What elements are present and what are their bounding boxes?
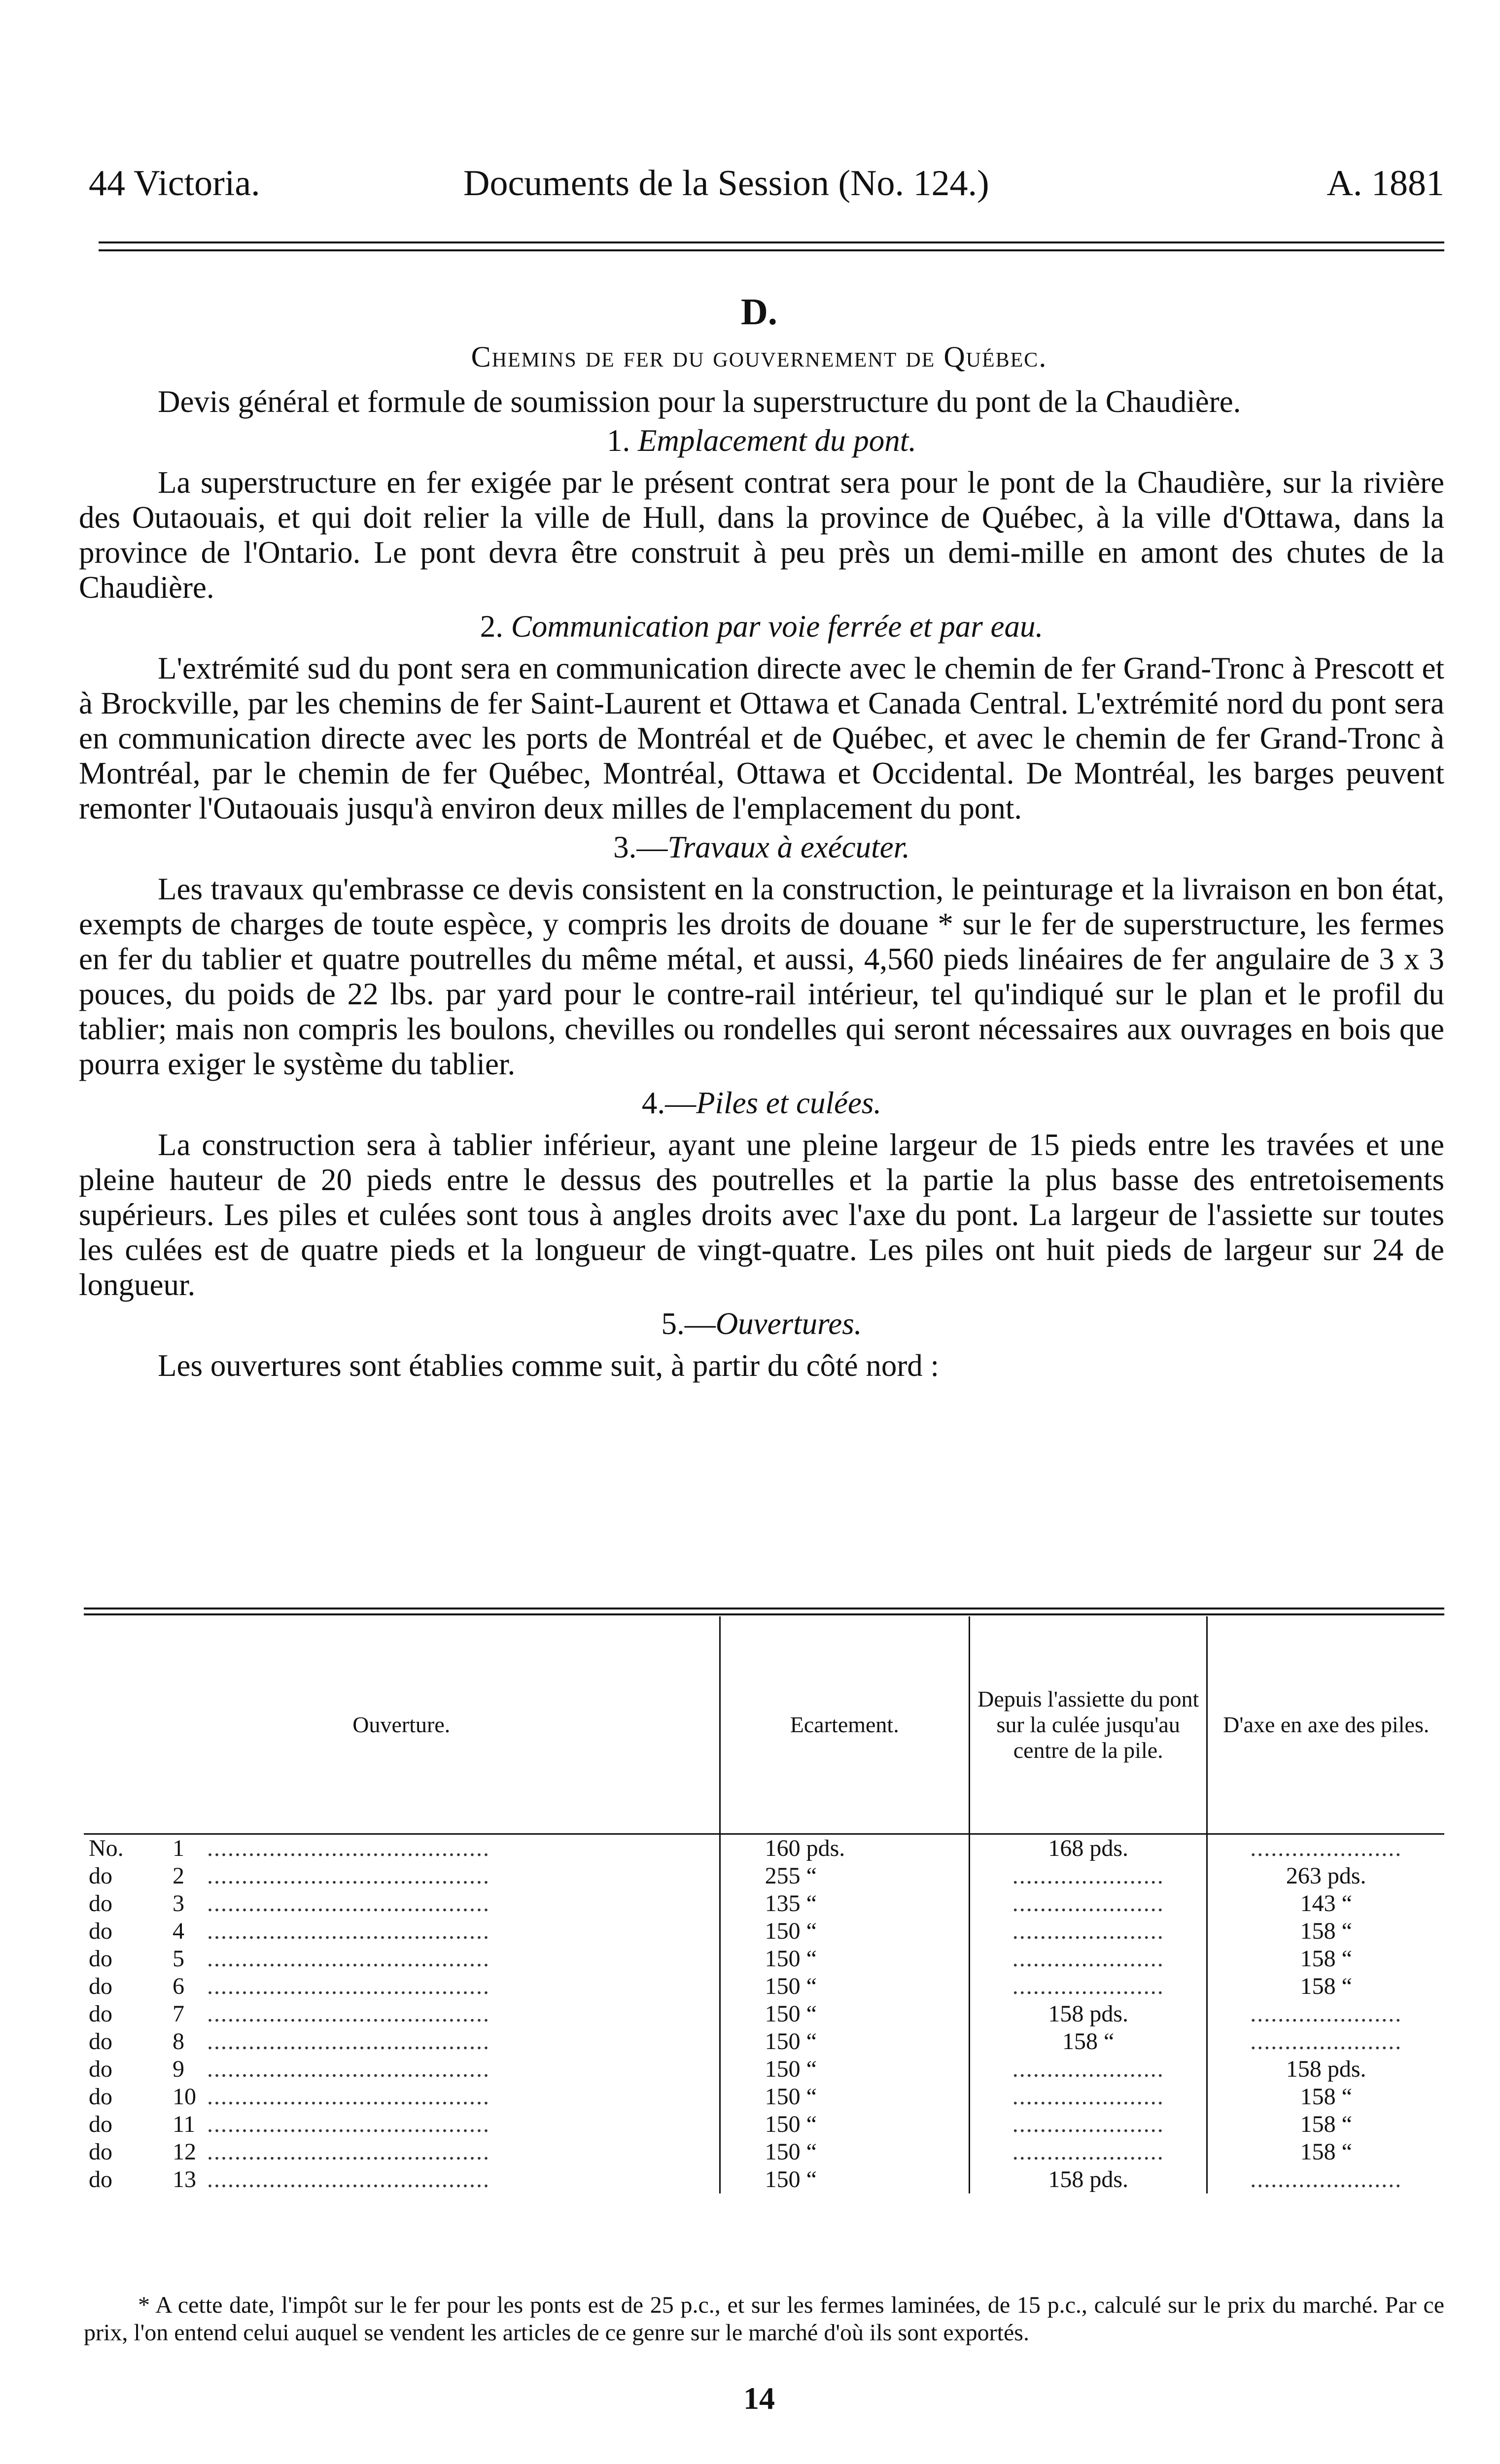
cell-depuis [969,2111,1207,2138]
leader-dots: ......................................... [207,2166,490,2192]
running-header [74,163,1444,207]
cell-axe [1207,2138,1444,2166]
leader-dots: ...................... [1012,1918,1164,1944]
leader-dots: ......................................... [207,1890,490,1916]
row-number: 1 [173,1835,184,1861]
row-number: 12 [173,2139,196,2165]
table-row [84,1973,1444,2000]
cell-ouverture [84,2166,720,2193]
row-label: do [89,2056,112,2082]
leader-dots: ...................... [1012,1973,1164,1999]
leader-dots: ......................................... [207,2111,490,2137]
axe-value: 158 “ [1300,1946,1352,1972]
subsection-heading-1 [79,423,1444,458]
footnote-text: * A cette date, l'impôt sur le fer pour les ponts est de 25 p.c., et sur les fermes laminées, de 15 p.c., calculé sur le prix du marché. Par ce prix, l'on entend celui auquel se vendent les articles de ce genre sur le marché d'où ils sont exportés. [84,2292,1444,2346]
leader-dots: ......................................... [207,1946,490,1972]
leader-dots: ......................................... [207,1863,490,1889]
row-number: 8 [173,2028,184,2054]
leader-dots: ...................... [1012,1946,1164,1972]
footnote [84,2292,1444,2347]
cell-ouverture [84,1973,720,2000]
table-row [84,2028,1444,2055]
leader-dots: ...................... [1012,1890,1164,1916]
cell-ecartement: 150 “ [720,1917,969,1945]
paragraph: La superstructure en fer exigée par le présent contrat sera pour le pont de la Chaudière, sur la rivière des Outaouais, et qui doit relier la ville de Hull, dans la province de Québec, à la ville d'Ottawa, dans la province de l'Ontario. Le pont devra être construit à peu près un demi-mille en amont des chutes de la Chaudière. [79,465,1444,605]
cell-depuis [969,1862,1207,1890]
leader-dots: ...................... [1012,2056,1164,2082]
depuis-value: 158 pds. [1048,2001,1129,2027]
cell-ecartement: 150 “ [720,1945,969,1973]
row-label: do [89,1863,112,1889]
cell-ouverture [84,2138,720,2166]
row-number: 9 [173,2056,184,2082]
subsection-heading-4 [79,1086,1444,1121]
axe-value: 158 “ [1300,2111,1352,2137]
table-row [84,2083,1444,2111]
cell-axe [1207,1834,1444,1863]
cell-depuis [969,2055,1207,2083]
row-label: do [89,2084,112,2110]
leader-dots: ...................... [1012,2111,1164,2137]
cell-ecartement: 255 “ [720,1862,969,1890]
leader-dots: ...................... [1250,1835,1402,1861]
leader-dots: ......................................... [207,2001,490,2027]
table-row [84,1917,1444,1945]
paragraph: Les travaux qu'embrasse ce devis consistent en la construction, le peinturage et la livraison en bon état, exempts de charges de toute espèce, y compris les droits de douane * sur le fer de superstructure, les fermes en fer du tablier et quatre poutrelles du même métal, et aussi, 4,560 pieds linéaires de fer angulaire de 3 x 3 pouces, du poids de 22 lbs. par yard pour le contre-rail intérieur, tel qu'indiqué sur le plan et le profil du tablier; mais non compris les boulons, chevilles ou rondelles qui seront nécessaires aux ouvrages en bois que pourra exiger le système du tablier. [79,872,1444,1081]
cell-axe [1207,2000,1444,2028]
row-label: do [89,1946,112,1972]
cell-ecartement: 150 “ [720,2000,969,2028]
table-rule-second [84,1613,1444,1615]
depuis-value: 158 pds. [1048,2166,1129,2192]
cell-axe [1207,2111,1444,2138]
cell-ecartement: 150 “ [720,2166,969,2193]
cell-depuis [969,1973,1207,2000]
subsection-title: Emplacement du pont. [637,423,917,458]
cell-axe [1207,2028,1444,2055]
row-label: do [89,2166,112,2192]
leader-dots: ......................................... [207,2084,490,2110]
table-row [84,1862,1444,1890]
depuis-value: 168 pds. [1048,1835,1129,1861]
subsection-heading-3 [79,830,1444,865]
row-number: 11 [173,2111,196,2137]
row-label: do [89,2028,112,2054]
cell-depuis [969,1945,1207,1973]
table-row [84,2138,1444,2166]
axe-value: 143 “ [1300,1890,1352,1916]
axe-value: 158 “ [1300,2084,1352,2110]
row-number: 10 [173,2084,196,2110]
leader-dots: ...................... [1012,1863,1164,1889]
cell-depuis [969,2166,1207,2193]
subsection-number: 5.— [661,1306,716,1341]
cell-ouverture [84,1945,720,1973]
cell-ecartement: 150 “ [720,2083,969,2111]
intro-paragraph: Devis général et formule de soumission pour la superstructure du pont de la Chaudière. [158,384,1241,419]
row-number: 4 [173,1918,184,1944]
row-number: 13 [173,2166,196,2192]
row-label: do [89,1918,112,1944]
header-center: Documents de la Session (No. 124.) [463,163,989,204]
paragraph: L'extrémité sud du pont sera en communication directe avec le chemin de fer Grand-Tronc à Prescott et à Brockville, par les chemins de fer Saint-Laurent et Ottawa et Canada Central. L'extrémité nord du pont sera en communication directe avec les ports de Montréal et de Québec, et avec le chemin de fer Grand-Tronc à Montréal, par le chemin de fer Québec, Montréal, Ottawa et Occidental. De Montréal, les barges peuvent remonter l'Outaouais jusqu'à environ deux milles de l'emplacement du pont. [79,651,1444,825]
leader-dots: ......................................... [207,1835,490,1861]
cell-depuis [969,2000,1207,2028]
table-row [84,1945,1444,1973]
leader-dots: ...................... [1250,2166,1402,2192]
depuis-value: 158 “ [1062,2028,1115,2054]
axe-value: 158 pds. [1286,2056,1366,2082]
subsection-number: 4.— [641,1086,697,1120]
axe-value: 158 “ [1300,2139,1352,2165]
subsection-title: Travaux à exécuter. [667,830,910,864]
table-row [84,1890,1444,1917]
col-header-ecartement: Ecartement. [720,1616,969,1834]
openings-table [84,1616,1444,2193]
row-label: do [89,2111,112,2137]
cell-ecartement: 150 “ [720,2028,969,2055]
cell-depuis [969,2138,1207,2166]
leader-dots: ......................................... [207,1918,490,1944]
subsection-title: Piles et culées. [696,1086,882,1120]
cell-depuis [969,2083,1207,2111]
row-number: 3 [173,1890,184,1916]
leader-dots: ...................... [1012,2139,1164,2165]
cell-ouverture [84,2028,720,2055]
body-text [79,384,1444,1387]
row-number: 7 [173,2001,184,2027]
row-label: No. [89,1835,124,1861]
section-title: Chemins de fer du gouvernement de Québec. [471,341,1047,373]
row-label: do [89,2139,112,2165]
leader-dots: ......................................... [207,2028,490,2054]
row-number: 5 [173,1946,184,1972]
cell-axe [1207,1862,1444,1890]
row-number: 6 [173,1973,184,1999]
row-label: do [89,2001,112,2027]
axe-value: 158 “ [1300,1918,1352,1944]
table-body [84,1834,1444,2194]
cell-ouverture [84,2000,720,2028]
cell-depuis [969,1834,1207,1863]
header-rule-top [99,241,1444,243]
cell-ouverture [84,1834,720,1863]
cell-ouverture [84,1917,720,1945]
leader-dots: ...................... [1250,2028,1402,2054]
table-row [84,2111,1444,2138]
row-label: do [89,1973,112,1999]
cell-ouverture [84,1890,720,1917]
cell-ouverture [84,1862,720,1890]
cell-ouverture [84,2083,720,2111]
leader-dots: ...................... [1250,2001,1402,2027]
cell-axe [1207,1945,1444,1973]
subsection-title: Communication par voie ferrée et par eau. [511,609,1044,644]
cell-axe [1207,2083,1444,2111]
row-label: do [89,1890,112,1916]
section-letter: D. [741,291,777,333]
cell-axe [1207,1890,1444,1917]
subsection-number: 2. [480,609,503,644]
cell-ecartement: 150 “ [720,2138,969,2166]
subsection-number: 1. [606,423,630,458]
cell-ecartement: 150 “ [720,2111,969,2138]
cell-ecartement: 150 “ [720,1973,969,2000]
col-header-ouverture: Ouverture. [84,1616,720,1834]
subsection-heading-2 [79,609,1444,644]
subsection-number: 3.— [613,830,668,864]
col-header-axe: D'axe en axe des piles. [1207,1616,1444,1834]
cell-ecartement: 160 pds. [720,1834,969,1863]
subsection-title: Ouvertures. [715,1306,862,1341]
leader-dots: ...................... [1012,2084,1164,2110]
cell-ouverture [84,2111,720,2138]
row-number: 2 [173,1863,184,1889]
table-header-row [84,1616,1444,1834]
table-row [84,2166,1444,2193]
cell-depuis [969,1917,1207,1945]
page-number: 14 [743,2381,775,2416]
paragraph: La construction sera à tablier inférieur, ayant une pleine largeur de 15 pieds entre les travées et une pleine hauteur de 20 pieds entre le dessus des poutrelles et la partie la plus basse des entretoisements supérieurs. Les piles et culées sont tous à angles droits avec l'axe du pont. La largeur de l'assiette sur toutes les culées est de quatre pieds et la longueur de vingt-quatre. Les piles ont huit pieds de largeur sur 24 de longueur. [79,1128,1444,1302]
leader-dots: ......................................... [207,2139,490,2165]
axe-value: 158 “ [1300,1973,1352,1999]
header-rule-bottom [99,249,1444,251]
cell-axe [1207,2055,1444,2083]
header-right: A. 1881 [1326,163,1444,204]
table-rule-top [84,1608,1444,1609]
paragraph: Les ouvertures sont établies comme suit, à partir du côté nord : [158,1348,940,1383]
cell-depuis [969,1890,1207,1917]
subsection-heading-5 [79,1306,1444,1341]
leader-dots: ......................................... [207,2056,490,2082]
cell-ecartement: 135 “ [720,1890,969,1917]
cell-ecartement: 150 “ [720,2055,969,2083]
leader-dots: ......................................... [207,1973,490,1999]
table-row [84,2000,1444,2028]
cell-axe [1207,1917,1444,1945]
cell-axe [1207,1973,1444,2000]
cell-axe [1207,2166,1444,2193]
table-row [84,2055,1444,2083]
col-header-depuis: Depuis l'assiette du pont sur la culée jusqu'au centre de la pile. [969,1616,1207,1834]
header-left: 44 Victoria. [89,163,260,204]
axe-value: 263 pds. [1286,1863,1366,1889]
cell-depuis [969,2028,1207,2055]
table-row [84,1834,1444,1863]
cell-ouverture [84,2055,720,2083]
